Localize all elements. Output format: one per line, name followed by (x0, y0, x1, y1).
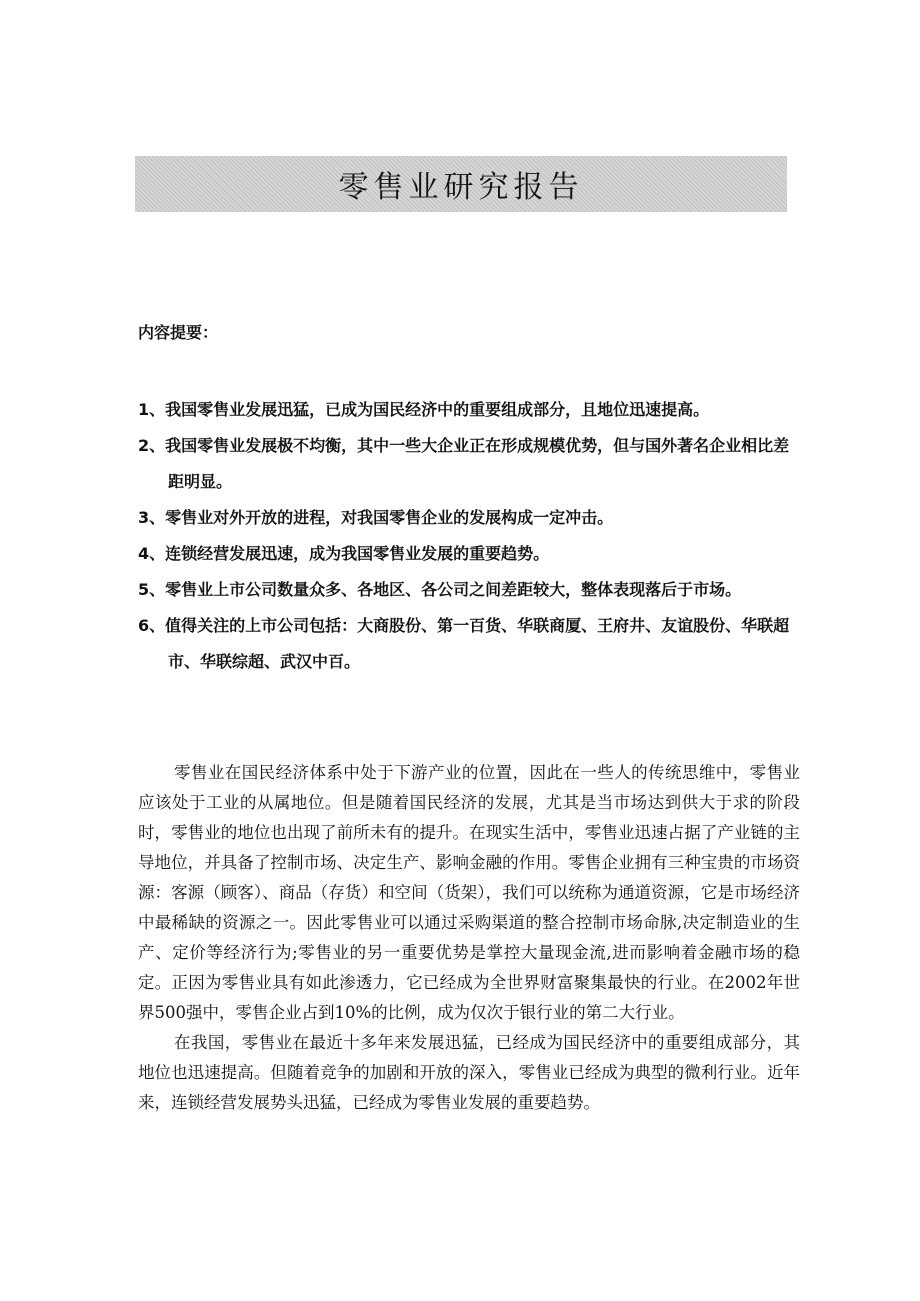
summary-item: 2、我国零售业发展极不均衡，其中一些大企业正在形成规模优势，但与国外著名企业相比差距明显。 (138, 436, 790, 491)
summary-item: 6、值得关注的上市公司包括：大商股份、第一百货、华联商厦、王府井、友谊股份、华联超市、华联综超、武汉中百。 (138, 616, 790, 671)
summary-heading: 内容提要： (138, 323, 219, 342)
summary-item: 5、零售业上市公司数量众多、各地区、各公司之间差距较大，整体表现落后于市场。 (138, 580, 742, 599)
title-banner (135, 156, 787, 212)
summary-list (138, 392, 798, 680)
body-paragraph: 零售业在国民经济体系中处于下游产业的位置，因此在一些人的传统思维中，零售业应该处于工业的从属地位。但是随着国民经济的发展，尤其是当市场达到供大于求的阶段时，零售业的地位也出现了前所未有的提升。在现实生活中，零售业迅速占据了产业链的主导地位，并具备了控制市场、决定生产、影响金融的作用。零售企业拥有三种宝贵的市场资源：客源（顾客）、商品（存货）和空间（货架），我们可以统称为通道资源，它是市场经济中最稀缺的资源之一。因此零售业可以通过采购渠道的整合控制市场命脉,决定制造业的生产、定价等经济行为;零售业的另一重要优势是掌控大量现金流,进而影响着金融市场的稳定。正因为零售业具有如此渗透力，它已经成为全世界财富聚集最快的行业。在2002年世界500强中，零售企业占到10%的比例，成为仅次于银行业的第二大行业。 (138, 763, 800, 1022)
summary-item: 3、零售业对外开放的进程，对我国零售企业的发展构成一定冲击。 (138, 508, 614, 527)
body-paragraph: 在我国，零售业在最近十多年来发展迅猛，已经成为国民经济中的重要组成部分，其地位也迅速提高。但随着竞争的加剧和开放的深入，零售业已经成为典型的微利行业。近年来，连锁经营发展势头迅猛，已经成为零售业发展的重要趋势。 (138, 1033, 800, 1112)
document-title: 零售业研究报告 (338, 170, 584, 205)
summary-item: 1、我国零售业发展迅猛，已成为国民经济中的重要组成部分，且地位迅速提高。 (138, 400, 710, 419)
body-text (138, 758, 800, 1118)
summary-item: 4、连锁经营发展迅速，成为我国零售业发展的重要趋势。 (138, 544, 550, 563)
